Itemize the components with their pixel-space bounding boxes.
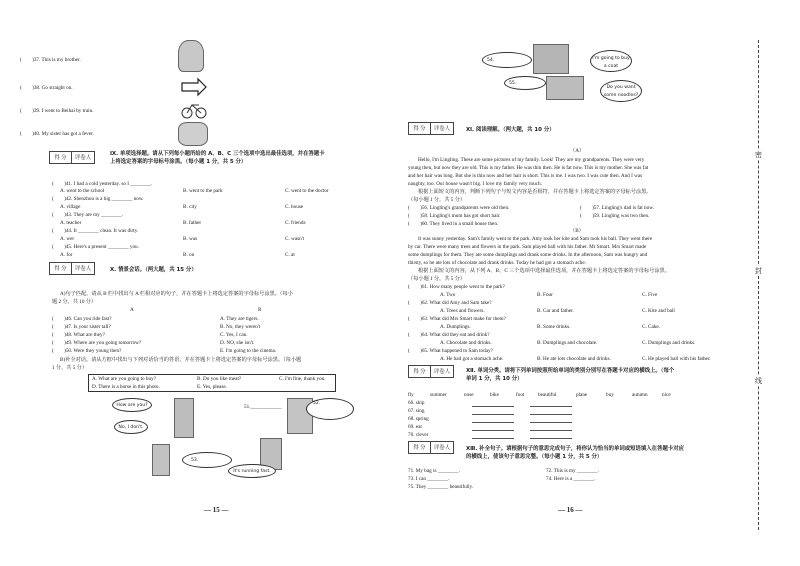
section-13-title-2: 的横线上，使该句子意思完整。（每小题 1 分，共 5 分） [466,454,603,460]
part-b-label: （B） [570,228,584,234]
margin-char-xian: 线 [755,377,762,385]
boy-picture-2 [152,444,170,476]
boy-picture [178,40,204,72]
section-10-b-2: 1 分，共 5 分） [52,365,88,371]
section-13-title: ⅩⅢ. 补全句子。请根据句子的意思完成句子，将你认为恰当的单词或短语填入在答题卡对应 [466,446,685,452]
right-page: 54. I'm going to buy a coat 55. Do you want some noodles? 得 分 评卷人 Ⅺ. 阅读理解。（两大题，共 10 分） （A） Hello, I'm Lingling. These are some pictures of my family. Look! They are my grandparents. They were very young then, but now they are old. This is my father. He was thin then. He is fat now. This is my mother. She was fat and her hair was long. But she is thin now and her hair is short. This is me. I was two. I was cute then. And I was naughty, too. Our house wasn't big. I love my family very much. 根据上面短文的内容，判断下列句子与短文内容是否相符，并在答题卡上将选定答案的字母标号涂黑。 （每小题 1 分，共 5 分） ( )56. Lingling's grandparents were old then. ( )57. Lingling's dad is fat now. ( )58. Lingling's mum has got short hair. ( )59. Lingling was two then. ( )60. They lived in a small house then. （B） It was sunny yesterday. Sam's family went to the park. Amy took her kite and Sam took his ball. They went there by car. There were many trees and flowers in the park. Sam played ball with his father. Mr Smart. Mrs Smart made some dumplings for them. They ate some dumplings and drank some drinks. In the afternoon, Sam was hungry and thirsty, so he ate lots of chocolate and drank drinks. Today he had got a stomach ache. 根据上面短文的内容，从下列 A、B、C 三个选项中选择最佳选项，并在答题卡上将选定答案的字母标号涂黑。 （每小题 1 分，共 5 分） ( )61. How many people went to the park? A. Two B. Four C. Five ( )62. What did Amy and Sam take? A. Trees and flowers. B. Car and father. C. Kite and ball ( )63. What did Mrs Smart make for them? A. Dumplings. B. Some drinks. C. Cake. ( )64. What did they eat and drink? A. Chocolate and drinks. B. Dumplings and chocolate. C. Dumplings and drinks. ( )65. What happened to Sam today? A. He had got a stomach ache. B. He ate lots chocolate and drinks. C. He played ball with his father. 得 分 评卷人 Ⅻ. 单词分类。请将下列单词按照所给单词的类别分别写在答题卡对应的横线上。（每个 单词 1 分，共 10 分） fly summer nose bike foot beautiful plane buy autumn nice 66. ship 67. sing 68. spring 69. ear 70. clever 得 分 评卷人 ⅩⅢ. 补全句子。请根据句子的意思完成句子，将你认为恰当的单词或短语填入在答题卡对应 的横线上，使该句子意思完整。（每小题 1 分，共 5 分） 71. My bag is ________. 72. This is my ________. 73. I can ________. 74. Here is a ________. 75. They ________ beautifully. — 16 — 密 封 线 [400,0,800,566]
score-box-11: 得 分 评卷人 [408,122,454,135]
instruction-b: 根据上面短文的内容，从下列 A、B、C 三个选项中选择最佳选项，并在答题卡上将选定答案的字母标号涂黑。 [418,268,670,274]
score-box-10: 得 分 评卷人 [49,262,95,275]
bubble-53: 53. [182,452,232,468]
bubble-how-are-you: How are you? [112,398,152,412]
instruction-b-2: （每小题 1 分，共 5 分） [408,276,466,282]
section-10-a: A)句子匹配。请从 B 栏中找出与 A 栏相对应的句子，并在答题卡上将选定答案的字母标号涂黑。（每小 [60,291,293,297]
question-37: ( )37. This is my brother. [20,57,81,63]
section-12-title: Ⅻ. 单词分类。请将下列单词按照所给单词的类别分别写在答题卡对应的横线上。（每个 [466,368,675,374]
bubble-buy-coat: I'm going to buy a coat [590,50,632,72]
bubble-no-i-dont: No, I don't. [114,420,148,434]
page-number-16: — 16 — [558,506,583,514]
section-10-title: Ⅹ. 情景会话。（两大题，共 15 分） [110,267,197,273]
binding-dashed-line [758,40,759,530]
section-10-b: B)补全对话。请从方框中找出与下列对话恰当的答语，并在答题卡上将选定答案的字母标号涂黑。（每小题 [60,357,302,363]
section-10-a-2: 题 2 分，共 10 分） [52,299,97,305]
arrow-straight-icon [180,77,208,97]
answer-options-box: A. What are you going to buy? B. Do you like meat? C. I'm fine, thank you. D. There is a horse in this photo. E. Yes, please. [88,374,336,392]
left-page: ( )37. This is my brother. ( )38. Go straight on. ( )39. I went to Beihai by train. ( )40. My sister has got a fever. 得 分 评卷人 Ⅸ. 单项选择题。请从下列每小题所给的 A、B、C 三个选项中选出最佳选项，并在答题卡 上将选定答案的字母标号涂黑。（每小题 1 分，共 5 分） ( )41. I had a cold yesterday. so I ________. A. went to the school B. went to the park C. went to the doctor ( )42. Shenzhou is a big ________ now. A. village B. city C. house ( )43. They are my ________. A. teacher B. father C. friends ( )44. It ________ clean. It was dirty. A. wer B. was C. wasn't ( )45. Here's a present ________ you. A. for B. on C. at 得 分 评卷人 Ⅹ. 情景会话。（两大题，共 15 分） A)句子匹配。请从 B 栏中找出与 A 栏相对应的句子，并在答题卡上将选定答案的字母标号涂黑。（每小 题 2 分，共 10 分） A B ( )46. Can you ride fast? A. They are tigers. ( )47. Is your sister tall? B. No, they weren't ( )48. What are they? C. Yes, I can. ( )49. Where are you going tomorrow? D. NO, she isn't. ( )50. Were they young then? E. I'm going to the cinema. B)补全对话。请从方框中找出与下列对话恰当的答语，并在答题卡上将选定答案的字母标号涂黑。（每小题 1 分，共 5 分） A. What are you going to buy? B. Do you like meat? C. I'm fine, thank you. D. There is a horse in this photo. E. Yes, please. How are you? 51.____________ 52. No, I don't. 53. It's running fast. — 15 — [0,0,400,566]
question-39: ( )39. I went to Beihai by train. [20,108,94,114]
section-11-title: Ⅺ. 阅读理解。（两大题，共 10 分） [466,127,555,133]
section-9-title: Ⅸ. 单项选择题。请从下列每小题所给的 A、B、C 三个选项中选出最佳选项，并在答题卡 [110,151,325,157]
column-b-header: B [258,307,262,313]
bubble-noodles: Do you want some noodles? [600,80,642,102]
bubble-running-fast: It's running fast. [228,464,276,478]
page-number-15: — 15 — [204,506,229,514]
instruction-a-2: （每小题 1 分，共 5 分） [408,197,466,203]
margin-char-feng: 封 [755,267,762,275]
bubble-51: 51.____________ [244,404,282,410]
question-40: ( )40. My sister has got a fever. [20,131,94,137]
column-a-header: A [130,307,134,313]
shopping-picture [533,44,569,74]
question-38: ( )38. Go straight on. [20,85,73,91]
score-box-13: 得 分 评卷人 [408,441,454,454]
bubble-54: 54. [482,52,532,68]
restaurant-picture [546,76,584,100]
bubble-55: 55. [504,76,546,90]
sick-girl-picture [178,122,208,146]
girl-picture [174,398,194,438]
instruction-a: 根据上面短文的内容，判断下列句子与短文内容是否相符，并在答题卡上将选定答案的字母标号涂黑。 [418,189,652,195]
score-box-12: 得 分 评卷人 [408,365,454,378]
margin-char-mi: 密 [755,151,762,159]
score-box-9: 得 分 评卷人 [49,151,95,164]
section-12-title-2: 单词 1 分，共 10 分） [466,376,523,382]
part-a-label: （A） [570,148,585,154]
bicycle-icon [180,100,208,120]
section-9-title-2: 上将选定答案的字母标号涂黑。（每小题 1 分，共 5 分） [110,159,247,165]
bubble-52: 52. [306,398,354,420]
